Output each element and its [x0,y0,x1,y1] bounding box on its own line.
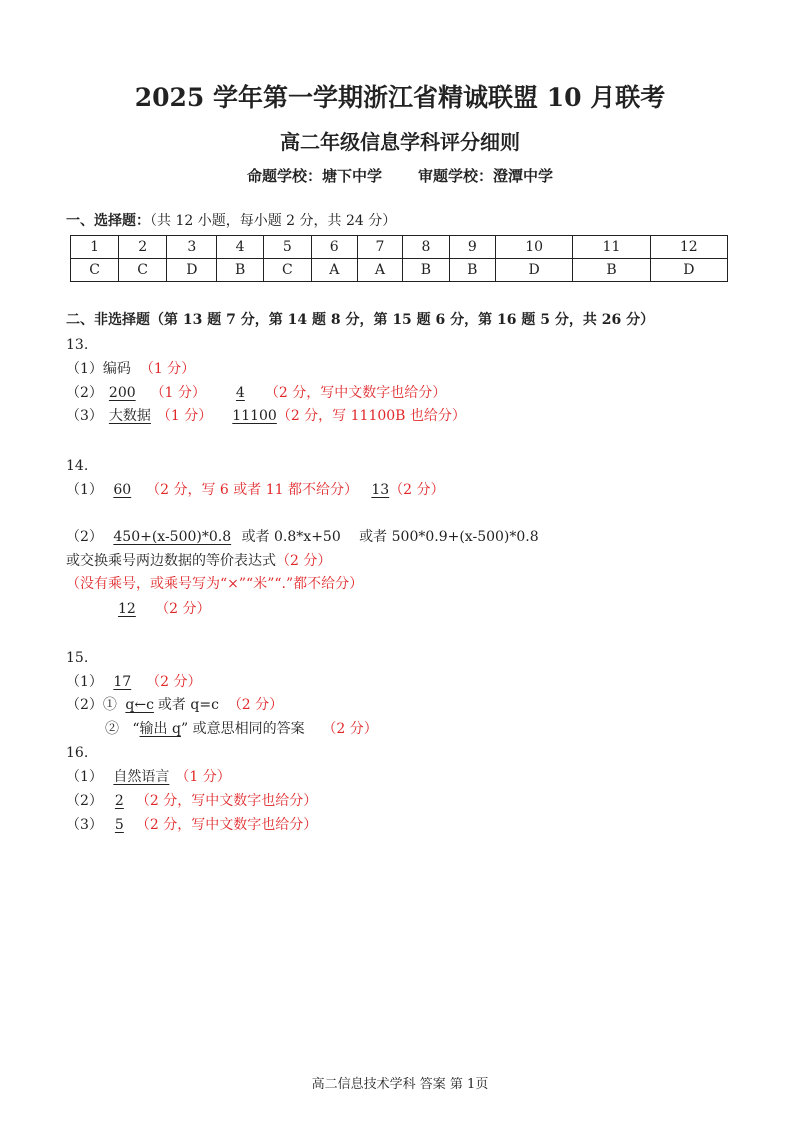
q13-number: 13. [66,337,89,353]
answer-cell: B [573,259,650,282]
q13-line1 [66,359,195,379]
q14-number: 14. [66,458,89,474]
answer-cell: D [167,259,217,282]
q16-line2 [66,791,317,811]
question-number-cell: 6 [311,236,357,259]
question-number-cell: 9 [449,236,495,259]
score: （2 分，写中文数字也给分） [135,793,318,809]
q14-line1 [66,480,445,500]
answer-cell: B [403,259,449,282]
score: （2 分） [146,674,202,690]
score: （2 分） [227,697,284,713]
score: （2 分，写中文数字也给分） [264,385,447,401]
choice-answer-table [70,235,728,282]
score: （2 分，写 6 或者 11 都不给分） [146,482,358,498]
label: （2） [66,529,103,545]
note: 或交换乘号两边数据的等价表达式 [66,553,276,569]
answer: q←c [125,697,154,713]
label: （1） [66,769,103,785]
answer: 450+(x-500)*0.8 [113,529,232,545]
answer-cell: D [650,259,727,282]
question-number-cell: 11 [573,236,650,259]
score: （2 分） [322,721,378,737]
answer-cell: A [311,259,357,282]
alternative-answer: 或者 q=c [157,697,219,713]
label: （3） [66,817,103,833]
answer: 输出 q [139,721,181,737]
label: ② [105,721,119,737]
section1-title: 一、选择题： [66,213,150,229]
answer-cell: D [496,259,573,282]
q15-number: 15. [66,650,89,666]
page-title: 2025 学年第一学期浙江省精诚联盟 10 月联考 [134,83,666,112]
q15-line3 [105,719,378,739]
score: （2 分） [389,482,445,498]
q14-line3 [66,551,331,571]
answer: 编码 [102,361,131,377]
answer: 11100 [232,408,277,424]
score: （1 分） [139,361,196,377]
label: （1） [66,482,103,498]
q16-line1 [66,767,231,787]
question-number-cell: 8 [403,236,449,259]
answer: 13 [371,482,390,498]
answer-cell: B [449,259,495,282]
question-number-cell: 12 [650,236,727,259]
question-number-cell: 5 [263,236,311,259]
question-number-cell: 4 [217,236,263,259]
q14-line4: （没有乘号，或乘号写为“×”“米”“.”都不给分） [66,576,364,592]
reviewer-school: 审题学校：澄潭中学 [418,167,554,185]
page-subtitle: 高二年级信息学科评分细则 [280,130,520,154]
q14-line5 [112,599,211,619]
score: （2 分） [155,601,211,617]
score: （1 分） [156,408,213,424]
label: （1） [66,674,103,690]
answer: 5 [114,817,124,833]
label: （1） [66,361,103,377]
answer: 大数据 [108,408,151,424]
page-footer: 高二信息技术学科 答案 第 1页 [311,1077,489,1092]
question-number-cell: 3 [167,236,217,259]
alternative-answer: 或意思相同的答案 [188,721,305,737]
answer: 17 [113,674,132,690]
score: （2 分，写中文数字也给分） [135,817,318,833]
quote: “ [132,721,140,737]
quote: ” [180,721,189,737]
q16-line3 [66,815,317,835]
question-number-cell: 7 [357,236,403,259]
score: （2 分，写 11100B 也给分） [276,408,466,424]
alternative-answers: 或者 0.8*x+50 或者 500*0.9+(x-500)*0.8 [241,529,539,545]
label: （3） [66,408,103,424]
q13-line3 [66,406,466,426]
setter-school: 命题学校：塘下中学 [246,167,382,185]
answer-cell: B [217,259,263,282]
section1-note: （共 12 小题，每小题 2 分，共 24 分） [150,213,397,229]
score: （1 分） [175,769,231,785]
q14-line2 [66,527,539,547]
label: （2） [66,385,103,401]
answer-cell: C [119,259,167,282]
question-number-row [71,236,728,259]
answer: 12 [118,601,136,617]
score: （2 分） [276,553,332,569]
school-info [0,165,800,186]
label: （2）① [66,697,117,713]
answer-cell: A [357,259,403,282]
q16-number: 16. [66,745,89,761]
question-number-cell: 1 [71,236,119,259]
q13-line2 [66,383,446,403]
q15-line1 [66,672,201,692]
q15-line2 [66,695,283,715]
answer: 60 [113,482,132,498]
section1-heading [66,211,396,231]
answer: 2 [114,793,124,809]
answer-cell: C [71,259,119,282]
answer-cell: C [263,259,311,282]
score: （1 分） [150,385,206,401]
question-number-cell: 10 [496,236,573,259]
answer: 自然语言 [113,769,170,785]
answer-row [71,259,728,282]
question-number-cell: 2 [119,236,167,259]
label: （2） [66,793,103,809]
answer: 4 [235,385,245,401]
section2-heading: 二、非选择题（第 13 题 7 分，第 14 题 8 分，第 15 题 6 分，第 16 题 5 分，共 26 分） [66,312,655,328]
answer: 200 [108,385,136,401]
